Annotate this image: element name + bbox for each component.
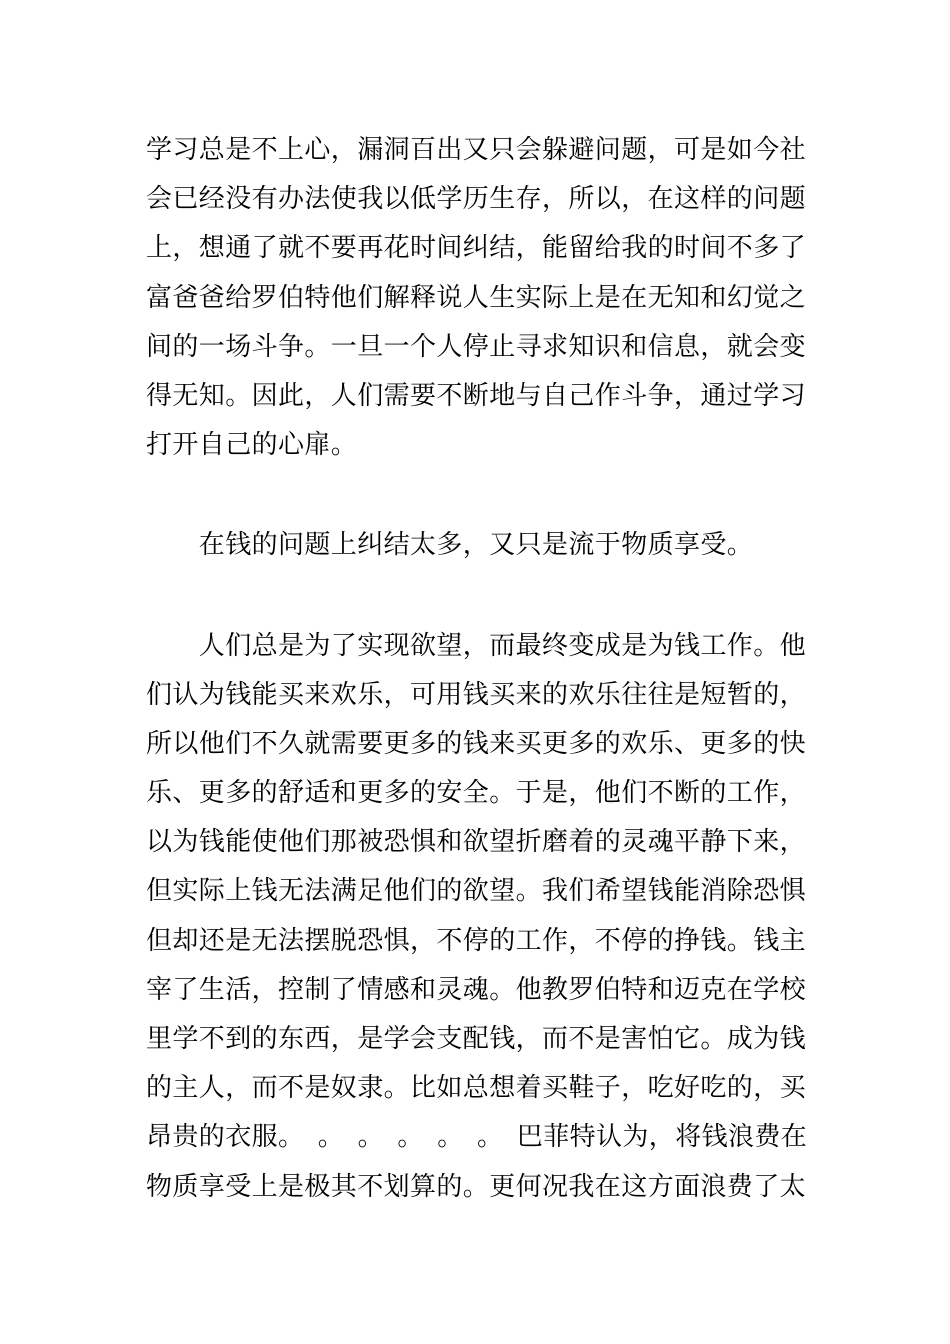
paragraph-line: 乐、更多的舒适和更多的安全。于是，他们不断的工作， xyxy=(146,778,807,809)
paragraph-spacer xyxy=(146,470,810,521)
paragraph-line: 间的一场斗争。一旦一个人停止寻求知识和信息，就会变 xyxy=(146,331,807,362)
paragraph-3 xyxy=(146,622,810,1212)
paragraph-line: 所以他们不久就需要更多的钱来买更多的欢乐、更多的快 xyxy=(146,728,807,759)
document-page xyxy=(146,126,810,1212)
paragraph-line: 学习总是不上心，漏洞百出又只会躲避问题，可是如今社 xyxy=(146,135,807,165)
paragraph-1 xyxy=(146,126,810,470)
paragraph-line: 人们总是为了实现欲望，而最终变成是为钱工作。他 xyxy=(146,630,807,661)
paragraph-line: 会已经没有办法使我以低学历生存，所以，在这样的问题 xyxy=(146,184,807,215)
paragraph-line: 昂贵的衣服。 。 。 。 。 。 巴菲特认为，将钱浪费在 xyxy=(146,1122,808,1153)
paragraph-line: 富爸爸给罗伯特他们解释说人生实际上是在无知和幻觉之 xyxy=(146,282,807,313)
paragraph-line: 得无知。因此，人们需要不断地与自己作斗争，通过学习 xyxy=(146,380,807,411)
paragraph-line: 在钱的问题上纠结太多，又只是流于物质享受。 xyxy=(146,530,754,561)
paragraph-line: 但实际上钱无法满足他们的欲望。我们希望钱能消除恐惧 xyxy=(146,876,807,907)
paragraph-line: 里学不到的东西，是学会支配钱，而不是害怕它。成为钱 xyxy=(146,1024,807,1054)
paragraph-line: 的主人，而不是奴隶。比如总想着买鞋子，吃好吃的，买 xyxy=(146,1073,807,1104)
paragraph-spacer xyxy=(146,571,810,622)
paragraph-2 xyxy=(146,521,810,570)
paragraph-line: 物质享受上是极其不划算的。更何况我在这方面浪费了太 xyxy=(146,1171,807,1202)
paragraph-line: 宰了生活，控制了情感和灵魂。他教罗伯特和迈克在学校 xyxy=(146,974,807,1005)
paragraph-line: 上，想通了就不要再花时间纠结，能留给我的时间不多了 xyxy=(146,233,807,264)
paragraph-line: 们认为钱能买来欢乐，可用钱买来的欢乐往往是短暂的， xyxy=(146,679,807,710)
paragraph-line: 以为钱能使他们那被恐惧和欲望折磨着的灵魂平静下来， xyxy=(146,827,807,858)
paragraph-line: 但却还是无法摆脱恐惧，不停的工作，不停的挣钱。钱主 xyxy=(146,925,807,956)
paragraph-line: 打开自己的心扉。 xyxy=(146,430,358,461)
